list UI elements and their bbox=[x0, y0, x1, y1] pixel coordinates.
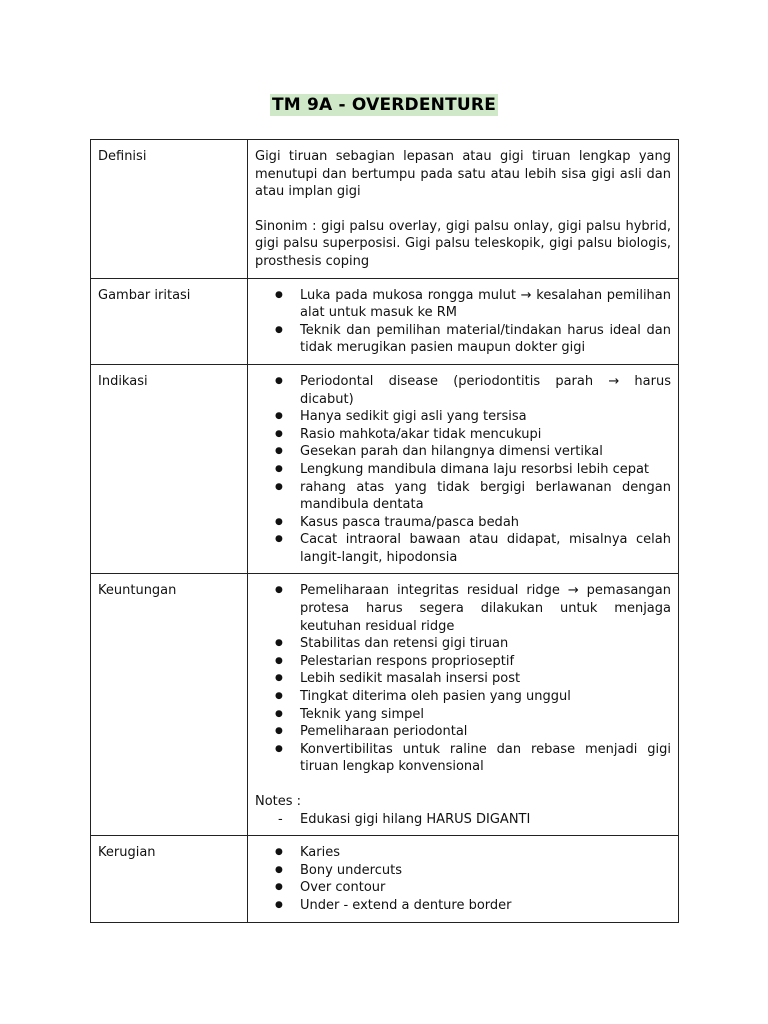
table-row-keuntungan bbox=[91, 574, 679, 836]
row-label-kerugian: Kerugian bbox=[91, 836, 248, 922]
kerugian-list bbox=[255, 844, 671, 914]
table-row-indikasi bbox=[91, 364, 679, 574]
row-label-gambar-iritasi: Gambar iritasi bbox=[91, 278, 248, 364]
row-content-indikasi bbox=[248, 364, 679, 574]
list-item: ● Kasus pasca trauma/pasca bedah bbox=[300, 514, 671, 532]
list-item: - Edukasi gigi hilang HARUS DIGANTI bbox=[300, 811, 671, 829]
list-item: ● Pemeliharaan integritas residual ridge → pemasangan protesa harus segera dilakukan untuk menjaga keutuhan residual ridge bbox=[300, 582, 671, 635]
list-item: ● Teknik yang simpel bbox=[300, 706, 671, 724]
list-item: ● Tingkat diterima oleh pasien yang unggul bbox=[300, 688, 671, 706]
list-item: ● Luka pada mukosa rongga mulut → kesalahan pemilihan alat untuk masuk ke RM bbox=[300, 287, 671, 322]
list-item: ● Cacat intraoral bawaan atau didapat, misalnya celah langit-langit, hipodonsia bbox=[300, 531, 671, 566]
list-item: ● Stabilitas dan retensi gigi tiruan bbox=[300, 635, 671, 653]
row-label-indikasi: Indikasi bbox=[91, 364, 248, 574]
notes-list bbox=[255, 811, 671, 829]
table-row-gambar-iritasi bbox=[91, 278, 679, 364]
sinonim-paragraph: Sinonim : gigi palsu overlay, gigi palsu onlay, gigi palsu hybrid, gigi palsu superposisi. Gigi palsu teleskopik, gigi palsu biologis, prosthesis coping bbox=[255, 218, 671, 269]
list-item: ● Under - extend a denture border bbox=[300, 897, 671, 915]
list-item: ● Lebih sedikit masalah insersi post bbox=[300, 670, 671, 688]
row-label-definisi: Definisi bbox=[91, 140, 248, 279]
list-item: ● Hanya sedikit gigi asli yang tersisa bbox=[300, 408, 671, 426]
title-wrapper bbox=[0, 94, 768, 116]
list-item: ● Teknik dan pemilihan material/tindakan harus ideal dan tidak merugikan pasien maupun dokter gigi bbox=[300, 322, 671, 357]
row-content-kerugian bbox=[248, 836, 679, 922]
list-item: ● Gesekan parah dan hilangnya dimensi vertikal bbox=[300, 443, 671, 461]
list-item: ● Over contour bbox=[300, 879, 671, 897]
table-row-definisi bbox=[91, 140, 679, 279]
list-item: ● Pemeliharaan periodontal bbox=[300, 723, 671, 741]
page-title: TM 9A - OVERDENTURE bbox=[271, 95, 497, 115]
list-item: ● Konvertibilitas untuk raline dan rebase menjadi gigi tiruan lengkap konvensional bbox=[300, 741, 671, 776]
row-label-keuntungan: Keuntungan bbox=[91, 574, 248, 836]
row-content-gambar-iritasi bbox=[248, 278, 679, 364]
list-item: ● Lengkung mandibula dimana laju resorbsi lebih cepat bbox=[300, 461, 671, 479]
list-item: ● rahang atas yang tidak bergigi berlawanan dengan mandibula dentata bbox=[300, 479, 671, 514]
keuntungan-list bbox=[255, 582, 671, 776]
notes-table bbox=[90, 139, 679, 923]
list-item: ● Periodontal disease (periodontitis parah → harus dicabut) bbox=[300, 373, 671, 408]
row-content-definisi bbox=[248, 140, 679, 279]
row-content-keuntungan bbox=[248, 574, 679, 836]
list-item: ● Karies bbox=[300, 844, 671, 862]
list-item: ● Bony undercuts bbox=[300, 862, 671, 880]
table-row-kerugian bbox=[91, 836, 679, 922]
list-item: ● Rasio mahkota/akar tidak mencukupi bbox=[300, 426, 671, 444]
list-item: ● Pelestarian respons proprioseptif bbox=[300, 653, 671, 671]
notes-label: Notes : bbox=[255, 794, 302, 809]
definisi-paragraph: Gigi tiruan sebagian lepasan atau gigi tiruan lengkap yang menutupi dan bertumpu pada satu atau lebih sisa gigi asli dan atau implan gigi bbox=[255, 149, 671, 200]
indikasi-list bbox=[255, 373, 671, 567]
gambar-iritasi-list bbox=[255, 287, 671, 357]
